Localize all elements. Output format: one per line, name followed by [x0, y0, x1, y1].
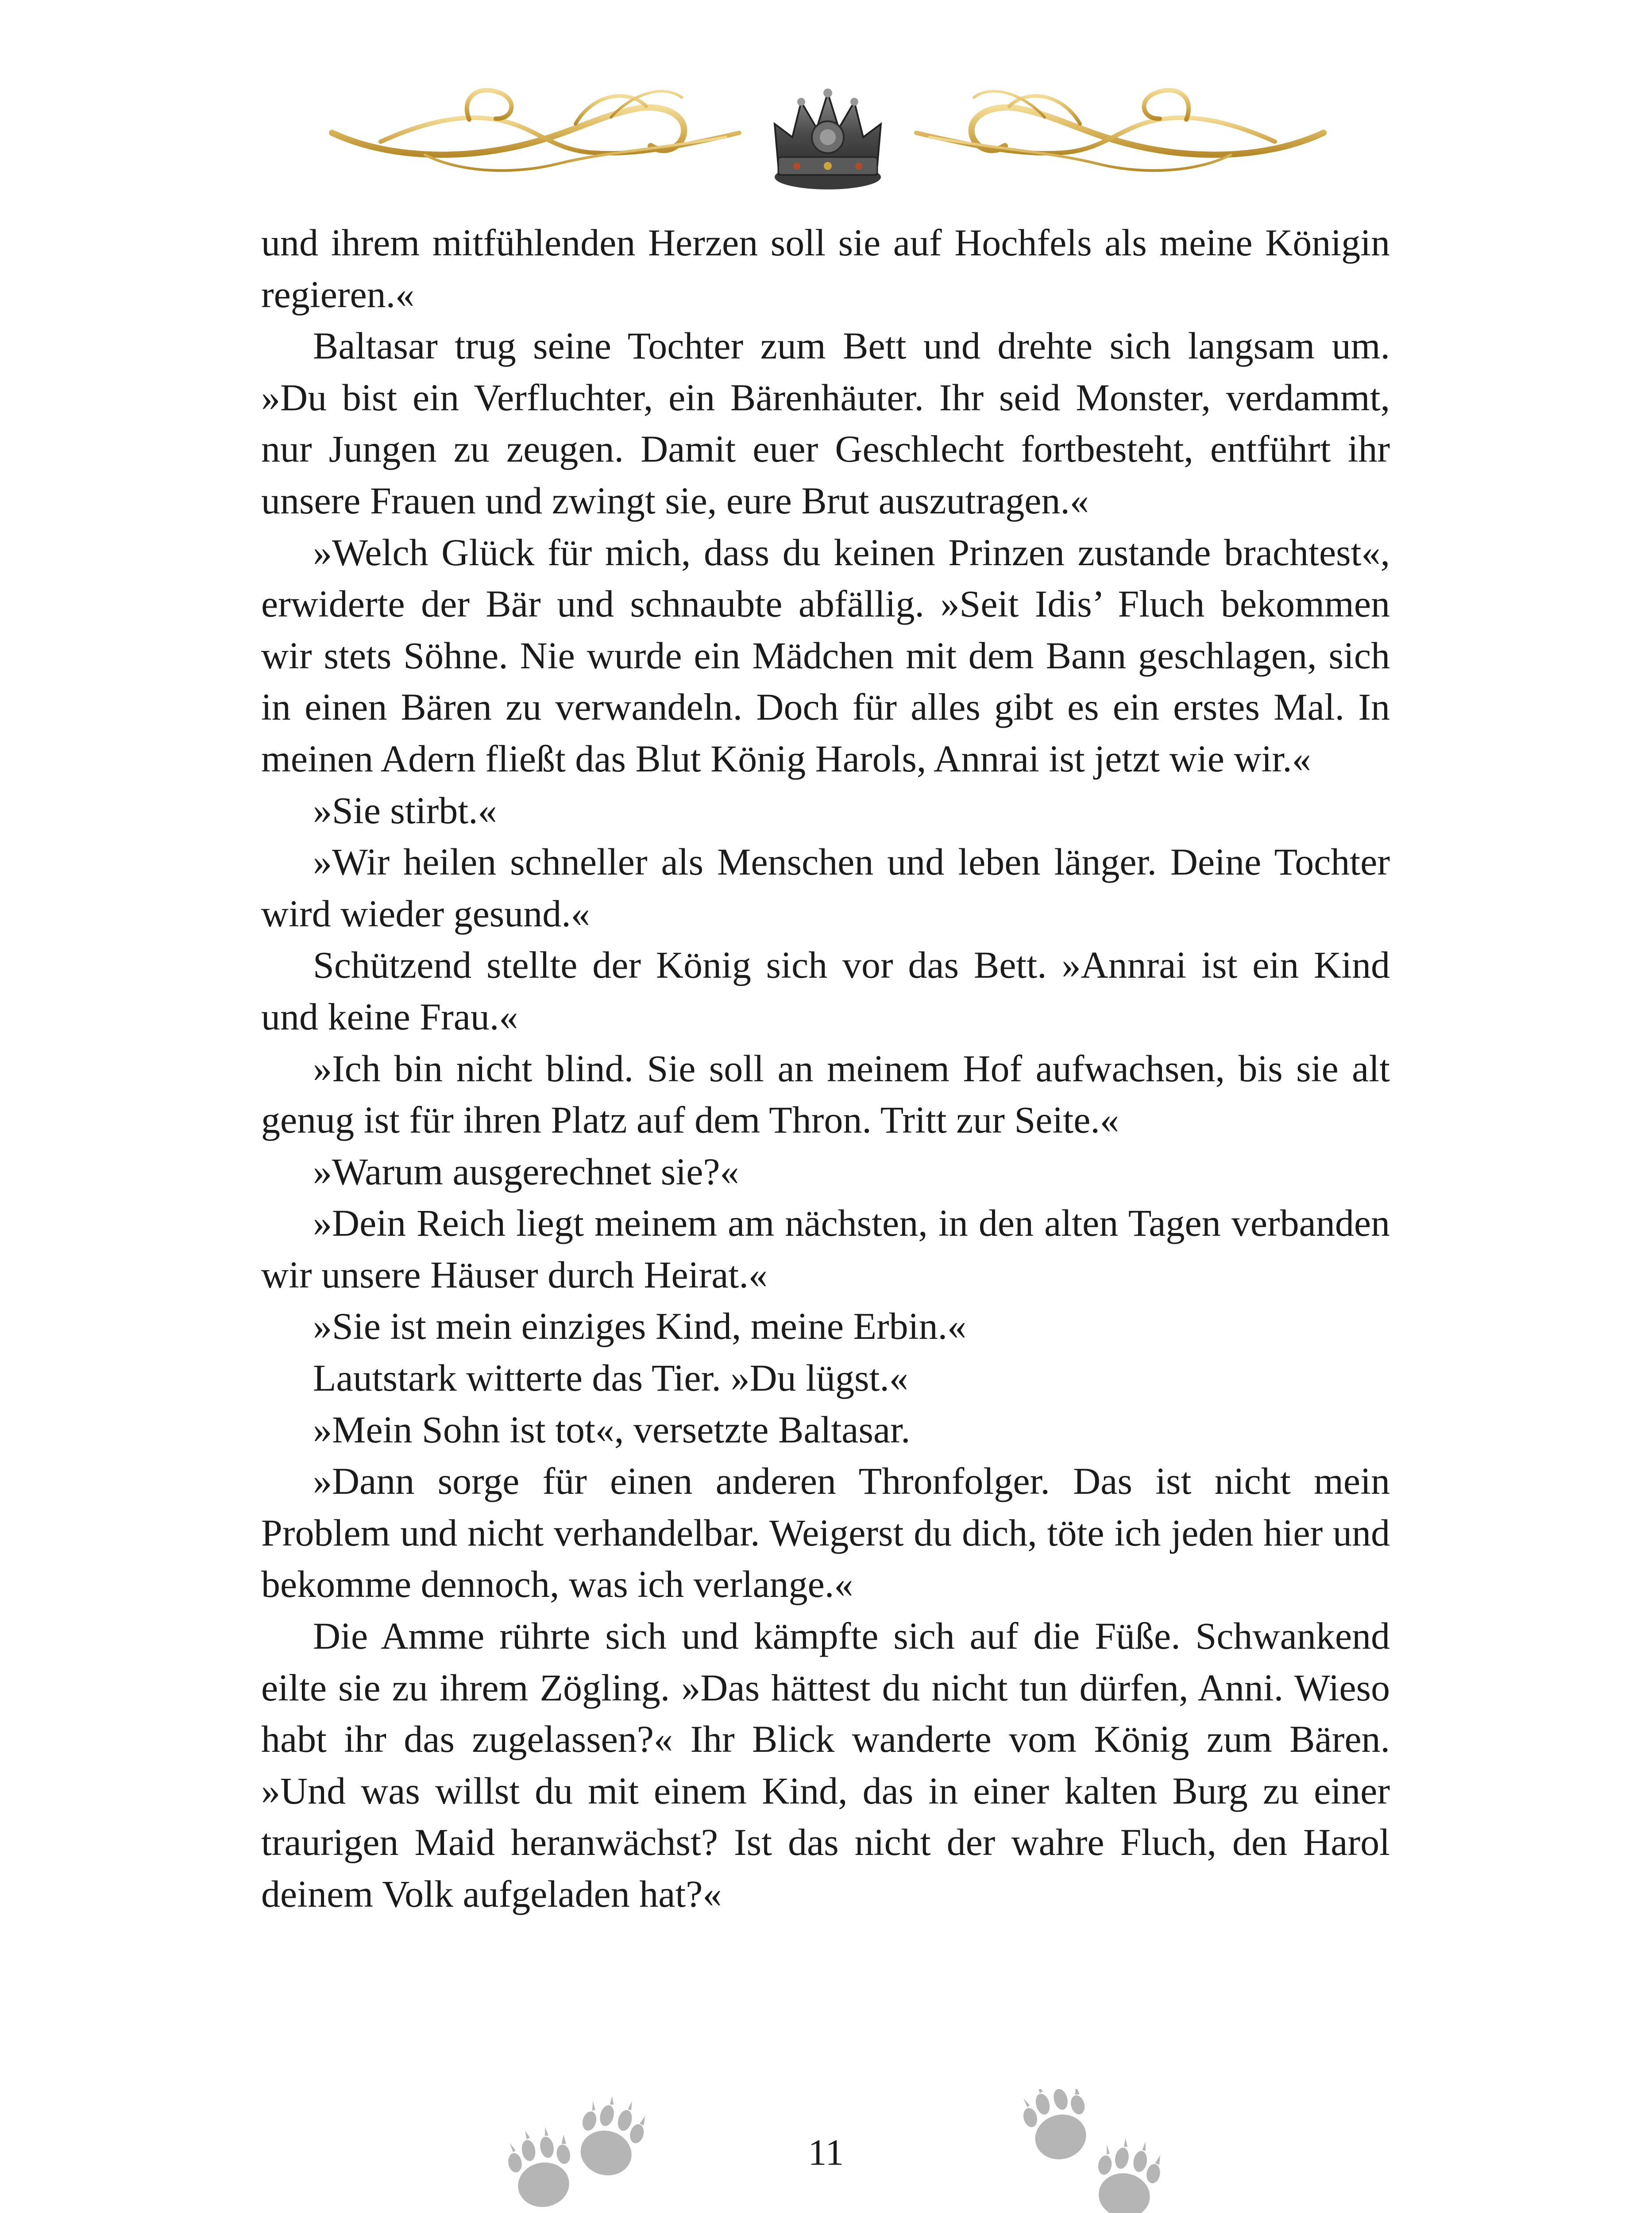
bear-paw-icon	[1016, 2089, 1096, 2167]
paragraph-2: Baltasar trug seine Tochter zum Bett und drehte sich langsam um. »Du bist ein Verfluchter, ein Bärenhäuter. Ihr seid Monster, verdammt, nur Jungen zu zeugen. Damit euer Geschlecht fortbesteht, entführt ihr unsere Frauen und zwingt sie, eure Brut auszutragen.«	[261, 324, 1390, 522]
paragraph-9: »Dein Reich liegt meinem am nächsten, in den alten Tagen verbanden wir unsere Häuser durch Heirat.«	[261, 1202, 1390, 1296]
paragraph-4: »Sie stirbt.«	[313, 789, 497, 832]
paragraph-10: »Sie ist mein einziges Kind, meine Erbin.«	[313, 1305, 967, 1348]
paragraph-14: Die Amme rührte sich und kämpfte sich auf die Füße. Schwankend eilte sie zu ihrem Zögling. »Das hättest du nicht tun dürfen, Anni. Wieso habt ihr das zugelassen?« Ihr Blick wanderte vom König zum Bären. »Und was willst du mit einem Kind, das in einer kalten Burg zu einer traurigen Maid heranwächst? Ist das nicht der wahre Fluch, den Harol deinem Volk aufgeladen hat?«	[261, 1615, 1390, 1915]
paw-prints-right	[1000, 2089, 1186, 2213]
paragraph-13: »Dann sorge für einen anderen Thronfolger. Das ist nicht mein Problem und nicht verhandelbar. Weigerst du dich, töte ich jeden hier und bekomme dennoch, was ich verlange.«	[261, 1460, 1390, 1606]
paragraph-11: Lautstark witterte das Tier. »Du lügst.«	[313, 1357, 908, 1400]
bear-paw-icon	[503, 2124, 579, 2212]
paragraph-6: Schützend stellte der König sich vor das Bett. »Annrai ist ein Kind und keine Frau.«	[261, 944, 1390, 1038]
header-ornament	[328, 66, 1328, 199]
paragraph-7: »Ich bin nicht blind. Sie soll an meinem Hof aufwachsen, bis sie alt genug ist für ihren Platz auf dem Thron. Tritt zur Seite.«	[261, 1047, 1390, 1141]
gold-scroll-right	[916, 90, 1324, 171]
paragraph-5: »Wir heilen schneller als Menschen und leben länger. Deine Tochter wird wieder gesund.«	[261, 840, 1390, 935]
paragraph-3: »Welch Glück für mich, dass du keinen Prinzen zustande brachtest«, erwiderte der Bär und schnaubte abfällig. »Seit Idis’ Fluch bekommen wir stets Söhne. Nie wurde ein Mädchen mit dem Bann geschlagen, sich in einen Bären zu verwandeln. Doch für alles gibt es ein erstes Mal. In meinen Adern fließt das Blut König Harols, Annrai ist jetzt wie wir.«	[261, 531, 1390, 780]
page-number: 11	[808, 2132, 844, 2173]
bear-paw-icon	[571, 2090, 651, 2182]
paragraph-1: und ihrem mitfühlenden Herzen soll sie auf Hochfels als meine Königin regieren.«	[261, 221, 1390, 316]
page-footer	[0, 2089, 1652, 2213]
bear-paw-icon	[1090, 2134, 1165, 2213]
crown-icon	[775, 89, 881, 189]
paw-prints-left	[487, 2089, 673, 2213]
gold-scroll-left	[332, 90, 739, 171]
story-text	[261, 217, 1390, 1920]
paragraph-8: »Warum ausgerechnet sie?«	[313, 1150, 739, 1193]
paragraph-12: »Mein Sohn ist tot«, versetzte Baltasar.	[313, 1408, 911, 1451]
